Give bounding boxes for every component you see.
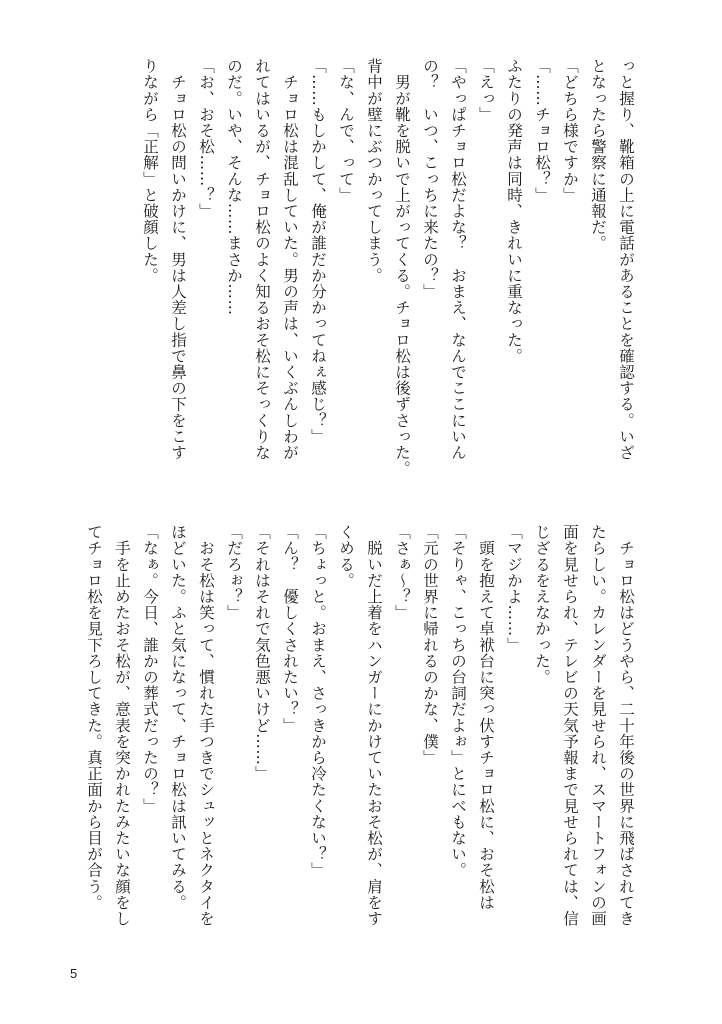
text-line: 「ちょっと。おまえ、さっきから冷たくない？」 [309, 524, 327, 879]
text-line: 「さぁ～？」 [393, 524, 411, 621]
text-line: ほどいた。ふと気になって、チョロ松は訊いてみる。 [169, 524, 187, 911]
text-line: 脱いだ上着をハンガーにかけていたおそ松が、肩をす [365, 524, 383, 927]
text-line: 「えっ」 [477, 58, 495, 123]
text-line: 男が靴を脱いで上がってくる。チョロ松は後ずさった。 [393, 58, 411, 477]
text-line: 「どちら様ですか」 [561, 58, 579, 203]
text-line: 「やっぱチョロ松だよな？ おまえ、なんでここにいん [449, 58, 467, 461]
text-line: チョロ松の問いかけに、男は人差し指で鼻の下をこす [169, 58, 187, 461]
text-line: 頭を抱えて卓袱台に突っ伏すチョロ松に、おそ松は [477, 524, 495, 911]
page-number: 5 [70, 966, 78, 981]
text-line: じざるをえなかった。 [533, 524, 551, 685]
text-line: 「そりゃ、こっちの台詞だよぉ」とにべもない。 [449, 524, 467, 879]
text-line: 面を見せられ、テレビの天気予報まで見せられては、信 [561, 524, 579, 927]
text-line: たらしい。カレンダーを見せられ、スマートフォンの画 [589, 524, 607, 927]
text-line: 「それはそれで気色悪いけど……」 [253, 524, 271, 782]
text-line: 「お、おそ松……？」 [197, 58, 215, 219]
text-line: 背中が壁にぶつかってしまう。 [365, 58, 383, 284]
text-line: 「な、んで、って」 [337, 58, 355, 203]
text-line: くめる。 [337, 524, 355, 589]
text-line: れてはいるが、チョロ松のよく知るおそ松にそっくりな [253, 58, 271, 461]
text-block-top [141, 58, 640, 498]
text-line: チョロ松はどうやら、二十年後の世界に飛ばされてき [617, 524, 635, 927]
text-line: ふたりの発声は同時、きれいに重なった。 [505, 58, 523, 364]
text-line: 「……もしかして、俺が誰だか分かってねぇ感じ？」 [309, 58, 327, 445]
text-line: チョロ松は混乱していた。男の声は、いくぶんしわが [281, 58, 299, 461]
text-line: っと握り、靴箱の上に電話があることを確認する。いざ [617, 58, 635, 461]
text-line: おそ松は笑って、慣れた手つきでシュッとネクタイを [197, 524, 215, 927]
text-line: となったら警察に通報だ。 [589, 58, 607, 252]
text-line: の？ いつ、こっちに来たの？」 [421, 58, 439, 300]
text-line: りながら「正解」と破顔した。 [141, 58, 159, 284]
text-line: 手を止めたおそ松が、意表を突かれたみたいな顔をし [113, 524, 131, 927]
text-line: のだ。いや、そんな……まさか…… [225, 58, 243, 316]
text-line: 「だろぉ？」 [225, 524, 243, 621]
text-line: てチョロ松を見下ろしてきた。真正面から目が合う。 [85, 524, 103, 911]
text-block-bottom [80, 524, 640, 939]
text-line: 「なぁ。今日、誰かの葬式だったの？」 [141, 524, 159, 814]
text-line: 「マジかよ……」 [505, 524, 523, 653]
text-line: 「……チョロ松？」 [533, 58, 551, 203]
text-line: 「元の世界に帰れるのかな、僕」 [421, 524, 439, 766]
text-line: 「ん？ 優しくされたい？」 [281, 524, 299, 734]
